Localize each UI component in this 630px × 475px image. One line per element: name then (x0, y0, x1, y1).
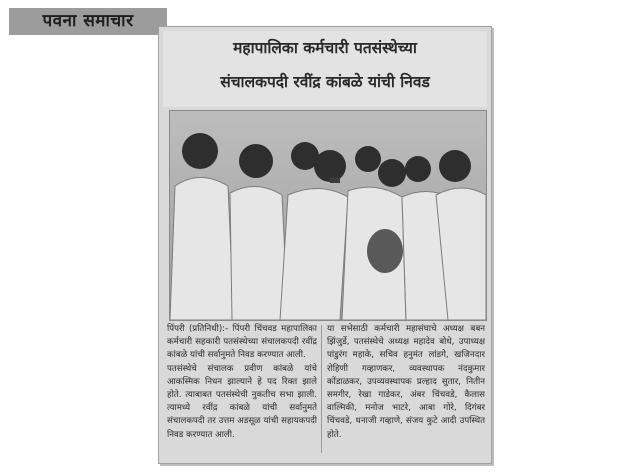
headline-line-1: महापालिका कर्मचारी पतसंस्थेच्या (233, 38, 417, 57)
headline-line-2: संचालकपदी रवींद्र कांबळे यांची निवड (220, 72, 430, 91)
news-clipping (158, 26, 492, 464)
article-paragraph: या सभेसाठी कर्मचारी महासंघाचे अध्यक्ष बबन झिंजुर्डे, पतसंस्थेचे अध्यक्ष महादेव बोधे, उपाध्यक्ष पांडुरंग महाके, सचिव हनुमंत लांडगे, खजिनदार रोहिणी गव्हाणकर, व्यवस्थापक नंदकुमार कोंडाळकर, उपव्यवस्थापक प्रल्हाद सुतार, नितीन समगीर, रेखा गाडेकर, अंबर चिंचवडे, कैलास वाल्मिकी, मनोज भाटरे, आबा गोरे, दिगंबर चिंचवडे, धनाजी गव्हाणे, संजय कुटे आदी उपस्थित होते. (327, 324, 485, 440)
group-photo (169, 110, 487, 321)
article-column-left (167, 323, 317, 457)
column-divider (321, 325, 322, 453)
newspaper-masthead: पवना समाचार (9, 8, 167, 35)
group-photo-icon (170, 111, 486, 320)
article-headline (163, 31, 487, 107)
article-paragraph: पतसंस्थेचे संचालक प्रवीण कांबळे यांचे आकस्मिक निधन झाल्याने हे पद रिक्त झाले होते. त्याबाबत पतसंस्थेची नुकतीच सभा झाली. त्यामध्ये रवींद्र कांबळे यांची सर्वानुमते संचालकपदी तर उत्तम अडसूळ यांची सहायकपदी निवड करण्यात आली. (167, 363, 317, 440)
article-paragraph: पिंपरी (प्रतिनिधी):- पिंपरी चिंचवड महापालिका कर्मचारी सहकारी पतसंस्थेच्या संचालकपदी रवींद्र कांबळे यांची सर्वानुमते निवड करण्यात आली. (167, 324, 317, 361)
article-column-right (327, 323, 485, 457)
